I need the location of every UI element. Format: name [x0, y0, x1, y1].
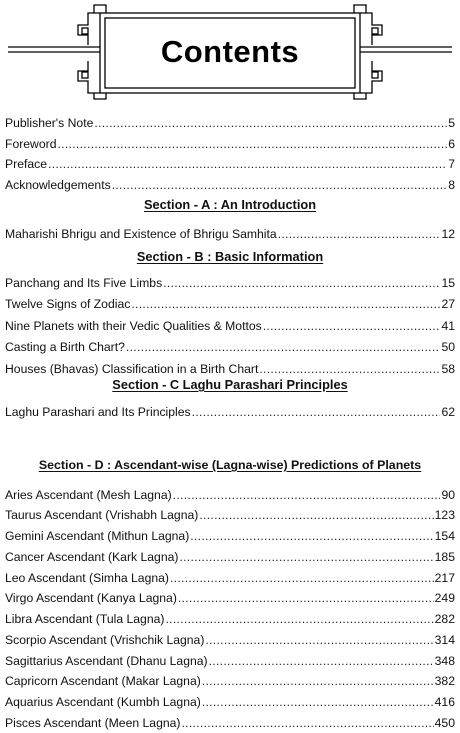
page-title: Contents — [160, 34, 300, 69]
toc-entry — [5, 571, 455, 588]
toc-entry — [5, 227, 455, 244]
dot-leader — [209, 654, 434, 668]
toc-entry — [5, 405, 455, 422]
dot-leader — [259, 362, 440, 376]
toc-entry — [5, 116, 455, 133]
toc-entry-page: 282 — [434, 612, 455, 626]
toc-entry-title: Nine Planets with their Vedic Qualities & Mottos — [5, 318, 262, 333]
toc-entry-title: Maharishi Bhrigu and Existence of Bhrigu Samhita — [5, 227, 277, 241]
toc-entry-page: 6 — [448, 136, 455, 151]
section-heading: Section - B : Basic Information — [136, 249, 324, 264]
toc-entry-page: 7 — [448, 157, 455, 171]
toc-entry — [5, 591, 455, 608]
dot-leader — [131, 297, 440, 311]
toc-entry-title: Cancer Ascendant (Kark Lagna) — [5, 549, 179, 564]
dot-leader — [199, 508, 433, 522]
toc-entry — [5, 488, 455, 505]
toc-entry — [5, 674, 455, 691]
dot-leader — [170, 571, 434, 585]
toc-entry-title: Casting a Birth Chart? — [5, 340, 125, 355]
section-heading: Section - A : An Introduction — [143, 197, 317, 212]
dot-leader — [179, 550, 433, 564]
toc-entry — [5, 612, 455, 629]
toc-entry-title: Aquarius Ascendant (Kumbh Lagna) — [5, 695, 201, 709]
toc-entry-page: 8 — [448, 177, 455, 192]
toc-entry-title: Taurus Ascendant (Vrishabh Lagna) — [5, 508, 199, 523]
toc-entry — [5, 276, 455, 293]
toc-entry — [5, 178, 455, 195]
toc-entry-page: 348 — [434, 653, 455, 668]
toc-entry-title: Scorpio Ascendant (Vrishchik Lagna) — [5, 632, 205, 647]
toc-entry-title: Capricorn Ascendant (Makar Lagna) — [5, 674, 201, 689]
toc-entry-title: Panchang and Its Five Limbs — [5, 276, 163, 290]
dot-leader — [192, 405, 441, 419]
dot-leader — [48, 157, 447, 171]
toc-entry — [5, 695, 455, 712]
toc-entry-page: 217 — [434, 570, 455, 585]
dot-leader — [278, 227, 441, 241]
toc-entry-page: 41 — [441, 318, 455, 333]
toc-entry-page: 90 — [441, 487, 455, 502]
dot-leader — [263, 319, 441, 333]
toc-entry — [5, 633, 455, 650]
toc-entry-title: Sagittarius Ascendant (Dhanu Lagna) — [5, 653, 208, 668]
dot-leader — [57, 137, 447, 151]
toc-entry-title: Acknowledgements — [5, 177, 111, 192]
dot-leader — [202, 674, 434, 688]
toc-entry — [5, 508, 455, 525]
toc-entry-page: 154 — [434, 529, 455, 543]
toc-entry-page: 27 — [441, 297, 455, 312]
dot-leader — [126, 340, 441, 354]
toc-entry-title: Houses (Bhavas) Classification in a Birth Chart — [5, 361, 259, 376]
toc-entry-title: Leo Ascendant (Simha Lagna) — [5, 570, 169, 585]
toc-entry-title: Aries Ascendant (Mesh Lagna) — [5, 487, 172, 502]
toc-entry-page: 450 — [434, 715, 455, 730]
toc-entry-title: Foreword — [5, 136, 57, 151]
toc-entry-title: Virgo Ascendant (Kanya Lagna) — [5, 591, 177, 606]
dot-leader — [178, 591, 434, 605]
toc-entry — [5, 137, 455, 154]
toc-entry-page: 185 — [434, 549, 455, 564]
toc-entry-title: Publisher's Note — [5, 116, 94, 130]
section-heading: Section - D : Ascendant-wise (Lagna-wise) Predictions of Planets — [38, 458, 422, 472]
toc-entry-title: Laghu Parashari and Its Principles — [5, 405, 191, 419]
dot-leader — [181, 716, 433, 730]
toc-entry — [5, 550, 455, 567]
dot-leader — [112, 178, 448, 192]
toc-entry — [5, 340, 455, 357]
toc-entry-page: 50 — [441, 340, 455, 355]
toc-entry-page: 58 — [441, 361, 455, 376]
toc-entry-page: 416 — [434, 695, 455, 709]
toc-entry-page: 15 — [441, 276, 455, 290]
toc-entry — [5, 529, 455, 546]
toc-entry-title: Pisces Ascendant (Meen Lagna) — [5, 715, 181, 730]
toc-entry — [5, 654, 455, 671]
toc-entry-page: 62 — [441, 405, 455, 419]
toc-entry-page: 123 — [434, 508, 455, 523]
toc-entry-page: 382 — [434, 674, 455, 689]
toc-entry-page: 12 — [441, 227, 455, 241]
toc-entry-page: 249 — [434, 591, 455, 606]
dot-leader — [163, 276, 440, 290]
toc-entry-title: Gemini Ascendant (Mithun Lagna) — [5, 529, 190, 543]
dot-leader — [165, 612, 433, 626]
toc-entry-title: Libra Ascendant (Tula Lagna) — [5, 612, 165, 626]
toc-entry — [5, 319, 455, 336]
toc-entry — [5, 157, 455, 174]
toc-entry-title: Preface — [5, 157, 48, 171]
toc-entry-page: 314 — [434, 632, 455, 647]
dot-leader — [173, 488, 441, 502]
dot-leader — [202, 695, 434, 709]
toc-entry — [5, 716, 455, 733]
dot-leader — [205, 633, 433, 647]
toc-entry-title: Twelve Signs of Zodiac — [5, 297, 131, 312]
dot-leader — [94, 116, 447, 130]
toc-entry — [5, 297, 455, 314]
section-heading: Section - C Laghu Parashari Principles — [112, 377, 348, 392]
dot-leader — [190, 529, 433, 543]
toc-entry-page: 5 — [448, 116, 455, 130]
